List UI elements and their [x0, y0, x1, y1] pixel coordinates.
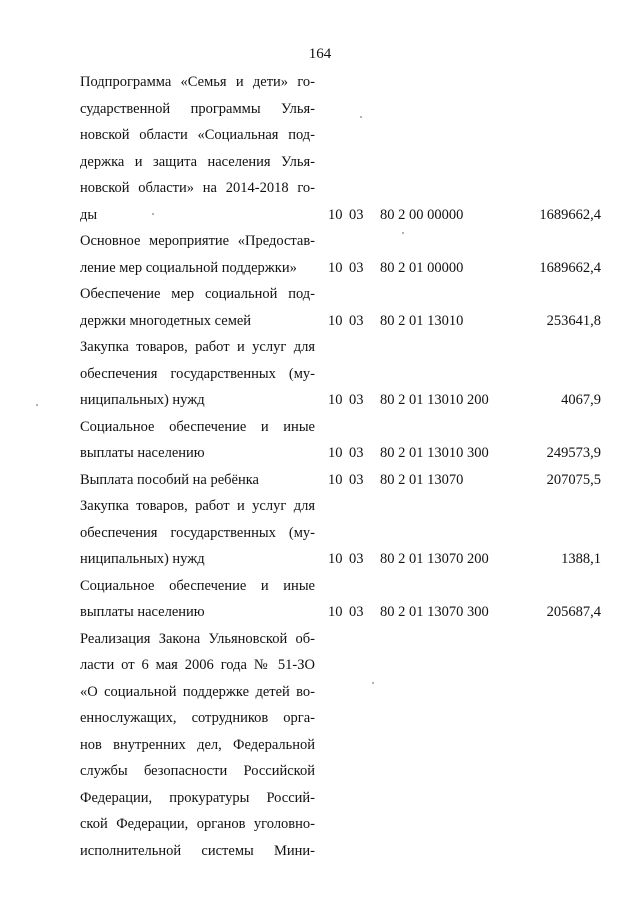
table-row — [0, 785, 640, 811]
table-row — [0, 361, 640, 387]
table-row — [0, 414, 640, 440]
section-code: 10 — [328, 551, 343, 567]
row-description: новской области» на 2014-2018 го- — [80, 180, 315, 196]
subsection-code: 03 — [349, 445, 364, 461]
row-description: ласти от 6 мая 2006 года № 51-ЗО — [80, 657, 315, 673]
scan-speck — [36, 404, 38, 406]
table-row — [0, 838, 640, 864]
amount: 1388,1 — [561, 551, 601, 567]
expense-type-code: 300 — [467, 445, 489, 461]
subsection-code: 03 — [349, 604, 364, 620]
section-code: 10 — [328, 471, 343, 488]
target-article-code: 80 2 00 00000 — [380, 206, 464, 223]
table-row — [0, 732, 640, 758]
row-description: Закупка товаров, работ и услуг для — [80, 498, 315, 514]
table-row — [0, 308, 640, 334]
table-row — [0, 493, 640, 519]
table-row — [0, 387, 640, 413]
row-description: Закупка товаров, работ и услуг для — [80, 339, 315, 355]
amount: 205687,4 — [546, 604, 601, 620]
table-row — [0, 122, 640, 148]
scan-speck — [372, 682, 374, 684]
table-row — [0, 705, 640, 731]
section-code: 10 — [328, 604, 343, 620]
row-description: держка и защита населения Улья- — [80, 153, 315, 170]
row-description: «О социальной поддержке детей во- — [80, 683, 315, 700]
target-article-code: 80 2 01 13010 — [380, 445, 464, 461]
table-row — [0, 334, 640, 360]
table-row — [0, 281, 640, 307]
row-description: выплаты населению — [80, 604, 205, 620]
expense-type-code: 300 — [467, 604, 489, 620]
table-row — [0, 149, 640, 175]
scan-speck — [152, 213, 154, 215]
row-description: Выплата пособий на ребёнка — [80, 471, 259, 488]
expense-type-code: 200 — [467, 551, 489, 567]
section-code: 10 — [328, 259, 343, 276]
target-article-code: 80 2 01 13010 — [380, 312, 464, 329]
row-description: Социальное обеспечение и иные — [80, 418, 315, 435]
page-number: 164 — [308, 46, 332, 62]
amount: 1689662,4 — [539, 206, 601, 223]
row-description: Социальное обеспечение и иные — [80, 577, 315, 594]
table-row — [0, 811, 640, 837]
row-description: Подпрограмма «Семья и дети» го- — [80, 74, 315, 90]
row-description: Обеспечение мер социальной под- — [80, 286, 315, 302]
row-description: обеспечения государственных (му- — [80, 365, 315, 382]
table-row — [0, 255, 640, 281]
row-description: ской Федерации, органов уголовно- — [80, 816, 315, 832]
row-description: ниципальных) нужд — [80, 392, 205, 408]
table-row — [0, 573, 640, 599]
table-row — [0, 228, 640, 254]
section-code: 10 — [328, 445, 343, 461]
table-row — [0, 467, 640, 493]
row-description: обеспечения государственных (му- — [80, 524, 315, 541]
row-description: Федерации, прокуратуры Россий- — [80, 789, 315, 806]
target-article-code: 80 2 01 13070 — [380, 551, 464, 567]
section-code: 10 — [328, 392, 343, 408]
subsection-code: 03 — [349, 259, 364, 276]
table-row — [0, 440, 640, 466]
section-code: 10 — [328, 206, 343, 223]
scan-speck — [402, 232, 404, 234]
table-row — [0, 520, 640, 546]
subsection-code: 03 — [349, 471, 364, 488]
target-article-code: 80 2 01 13070 — [380, 604, 464, 620]
table-row — [0, 202, 640, 228]
row-description: нов внутренних дел, Федеральной — [80, 736, 315, 753]
subsection-code: 03 — [349, 551, 364, 567]
subsection-code: 03 — [349, 312, 364, 329]
row-description: Основное мероприятие «Предостав- — [80, 233, 315, 249]
row-description: новской области «Социальная под- — [80, 127, 315, 143]
amount: 207075,5 — [546, 471, 601, 488]
table-row — [0, 96, 640, 122]
amount: 249573,9 — [546, 445, 601, 461]
amount: 253641,8 — [546, 312, 601, 329]
row-description: сударственной программы Улья- — [80, 100, 315, 117]
target-article-code: 80 2 01 13010 — [380, 392, 464, 408]
table-row — [0, 652, 640, 678]
table-row — [0, 626, 640, 652]
target-article-code: 80 2 01 13070 — [380, 471, 464, 488]
row-description: исполнительной системы Мини- — [80, 842, 315, 859]
row-description: ление мер социальной поддержки» — [80, 259, 297, 276]
row-description: службы безопасности Российской — [80, 763, 315, 779]
target-article-code: 80 2 01 00000 — [380, 259, 464, 276]
section-code: 10 — [328, 312, 343, 329]
table-row — [0, 546, 640, 572]
expense-type-code: 200 — [467, 392, 489, 408]
table-row — [0, 758, 640, 784]
row-description: ниципальных) нужд — [80, 551, 205, 567]
table-row — [0, 679, 640, 705]
row-description: держки многодетных семей — [80, 312, 252, 329]
table-row — [0, 175, 640, 201]
amount: 4067,9 — [561, 392, 601, 408]
row-description: ды — [80, 206, 98, 223]
row-description: выплаты населению — [80, 445, 205, 461]
table-row — [0, 599, 640, 625]
amount: 1689662,4 — [539, 259, 601, 276]
scan-speck — [360, 116, 362, 118]
subsection-code: 03 — [349, 392, 364, 408]
subsection-code: 03 — [349, 206, 364, 223]
table-row — [0, 69, 640, 95]
row-description: Реализация Закона Ульяновской об- — [80, 630, 315, 647]
row-description: еннослужащих, сотрудников орга- — [80, 710, 315, 726]
